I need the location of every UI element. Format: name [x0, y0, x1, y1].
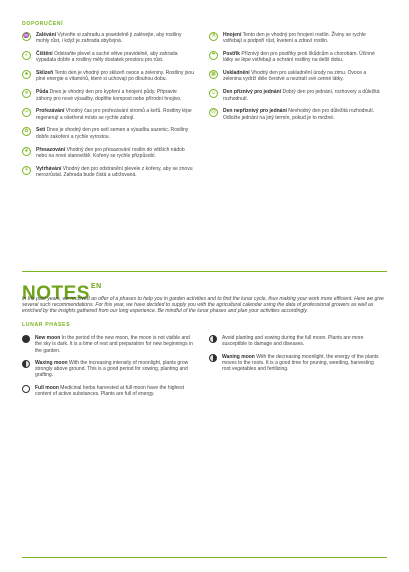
lunar-phase-item [209, 335, 381, 348]
item-title: Waning moon [222, 353, 255, 360]
item-text: With the decreasing moonlight, the energy of the plants moves to the roots. It is a good time for pruning, weeding, harvesting root vegetables and fertilizing. [222, 353, 379, 373]
item-title: Uskladnění [223, 70, 250, 77]
item-text: Dnes je vhodný den pro setí semen a výsadbu sazenic. Rostliny dobře zakoření a rychle vyrostou. [36, 127, 189, 140]
sowing-icon-glyph: ✿ [24, 128, 29, 135]
fertilizer-icon-glyph: ⚗ [211, 33, 216, 39]
recommendation-item [22, 89, 194, 102]
recommendation-item [22, 108, 194, 121]
waning-moon-icon-a [209, 335, 217, 343]
water-quality-icon [22, 51, 31, 60]
item-text: Vhodný den pro odstranění plevele z kořeny, aby se znovu nerozrůstal. Zahrada bude čistá a udržovaná. [36, 165, 193, 178]
section-divider-top [22, 271, 387, 272]
item-title: New moon [35, 335, 61, 341]
item-title: Sklizeň [36, 70, 54, 77]
recommendations-left-column [22, 32, 194, 185]
unfavorable-day-icon-glyph: ☹ [210, 109, 217, 116]
recommendation-item [22, 70, 194, 83]
item-title: Zalévání [36, 32, 57, 38]
favorable-day-icon [209, 89, 218, 98]
item-text: Vhodný den pro přesazování rostlin do větších nádob nebo na nové stanoviště. Kořeny se rychle přizpůsobí. [36, 146, 185, 159]
seedling-icon-glyph: ♣ [24, 71, 29, 78]
item-text: Medicinal herbs harvested at full moon have the highest content of active substances. Plants are full of energy. [35, 384, 184, 398]
harvest-icon-glyph: ❦ [24, 147, 29, 154]
recommendation-item [209, 89, 381, 102]
harvest-icon [22, 147, 31, 156]
item-title: Den příznivý pro jednání [223, 89, 282, 96]
lunar-right-column [209, 335, 381, 378]
pruning-icon-glyph: ✂ [24, 109, 29, 116]
item-text: Vytvořte si zahradu a pravidelně ji zalévejte, aby rostliny mohly růst, i když je zahrada obyčejná. [36, 32, 182, 45]
notes-language-code: EN [90, 283, 102, 290]
recommendation-item [209, 51, 381, 64]
recommendation-item [209, 32, 381, 45]
sowing-icon [22, 127, 31, 136]
new-moon-icon [22, 335, 30, 343]
recommendation-item [22, 147, 194, 160]
item-title: Prořezávání [36, 108, 65, 115]
item-text: Odstraňte plevel a suché větve pravidelně, aby zahrada vypadala dobře a rostliny měly dostatek prostoru pro růst. [36, 51, 178, 64]
notes-title-text: NOTES [22, 283, 90, 304]
unfavorable-day-icon [209, 108, 218, 117]
watering-can-icon-glyph: ♒ [23, 33, 30, 39]
storage-icon-glyph: ▦ [211, 71, 216, 78]
spraying-icon-glyph: ☂ [211, 52, 216, 59]
item-title: Waxing moon [35, 359, 68, 366]
lunar-phase-item [209, 354, 381, 373]
lunar-phase-item [22, 335, 194, 354]
lunar-phase-item [22, 385, 194, 398]
item-title: Full moon [35, 384, 59, 391]
recommendation-item [22, 32, 194, 45]
storage-icon [209, 70, 218, 79]
item-text: Nevhodný den pro důležitá rozhodnutí. Odložte jednání na jiný termín, pokud je to možné. [223, 108, 375, 121]
favorable-day-icon-glyph: ☺ [210, 90, 217, 97]
recommendation-item [22, 51, 194, 64]
watering-can-icon [22, 32, 31, 41]
item-text: Tento den je vhodný pro hnojení rostlin. Živiny se rychle vstřebají a podpoří růst, kvetení a zdraví rostlin. [223, 32, 366, 45]
item-title: Půda [36, 89, 49, 96]
item-title: Čištění [36, 51, 53, 58]
item-title: Přesazování [36, 146, 66, 153]
item-title: Hnojení [223, 32, 242, 38]
seedling-icon [22, 70, 31, 79]
notes-intro: In the past years, we received an offer of a phases to help you in garden activities and to find the lunar cycle, thus making your work more efficient. Here we give several such recommendations. For this year, we have decided to supply you with the agricultural calendar using the data of professional growers as well as enriched by the insights gathered from our long experience. Be mindful of the lunar phases and plan your activities accordingly. [22, 296, 384, 315]
item-text: Dobrý den pro jednání, rozhovory a důležitá rozhodnutí. [223, 89, 380, 102]
item-text: In the period of the new moon, the moon is not visible and the sky is dark. It is a time of rest and preparation for new beginnings in the garden. [35, 335, 193, 354]
item-title: Postřik [223, 51, 240, 58]
item-text: Avoid planting and sowing during the full moon. Plants are more susceptible to damage and diseases. [222, 335, 364, 348]
item-text: Vhodný den pro uskladnění úrody na zimu. Ovoce a zelenina vydrží déle čerstvé a neztratí své cenné látky. [223, 70, 367, 83]
recommendation-item [209, 108, 381, 121]
lunar-phase-item [22, 360, 194, 379]
section-heading-recommendations: DOPORUČENÍ [22, 21, 64, 27]
section-divider-bottom [22, 557, 387, 558]
waxing-moon-icon [22, 360, 30, 368]
lunar-left-column [22, 335, 194, 403]
weeding-icon [22, 166, 31, 175]
item-text: With the increasing intensity of moonlight, plants grow strongly above ground. This is a good period for sowing, planting and grafting. [35, 359, 189, 379]
weeding-icon-glyph: ⚘ [24, 166, 29, 173]
recommendation-item [22, 127, 194, 140]
item-text: Dnes je vhodný den pro kypření a hnojení půdy. Připravte záhony pro nové výsadby, doplňte kompost nebo přírodní hnojivo. [36, 89, 182, 102]
soil-icon [22, 89, 31, 98]
item-text: Tento den je vhodný pro sklizeň ovoce a zeleniny. Rostliny jsou plné energie a vitamínů, které si uchovají po dlouhou dobu. [36, 70, 194, 83]
item-text: Příznivý den pro postřiky proti škůdcům a chorobám. Účinné látky se lépe vstřebají a ochrání rostliny na delší dobu. [223, 51, 375, 64]
pruning-icon [22, 108, 31, 117]
item-text: Vhodný čas pro prořezávání stromů a keřů. Rostliny lépe regenerují a ošetřené místo se rychle zahojí. [36, 108, 192, 121]
item-title: Vytrhávání [36, 165, 62, 172]
water-quality-icon-glyph: ◐ [24, 52, 29, 59]
recommendations-right-column [209, 32, 381, 127]
recommendation-item [22, 166, 194, 179]
fertilizer-icon [209, 32, 218, 41]
soil-icon-glyph: ≋ [24, 90, 29, 97]
waning-moon-icon [209, 354, 217, 362]
section-heading-lunar-phases: LUNAR PHASES [22, 322, 71, 328]
spraying-icon [209, 51, 218, 60]
item-title: Den nepříznivý pro jednání [223, 108, 287, 115]
item-title: Setí [36, 127, 46, 134]
full-moon-icon [22, 385, 30, 393]
recommendation-item [209, 70, 381, 83]
